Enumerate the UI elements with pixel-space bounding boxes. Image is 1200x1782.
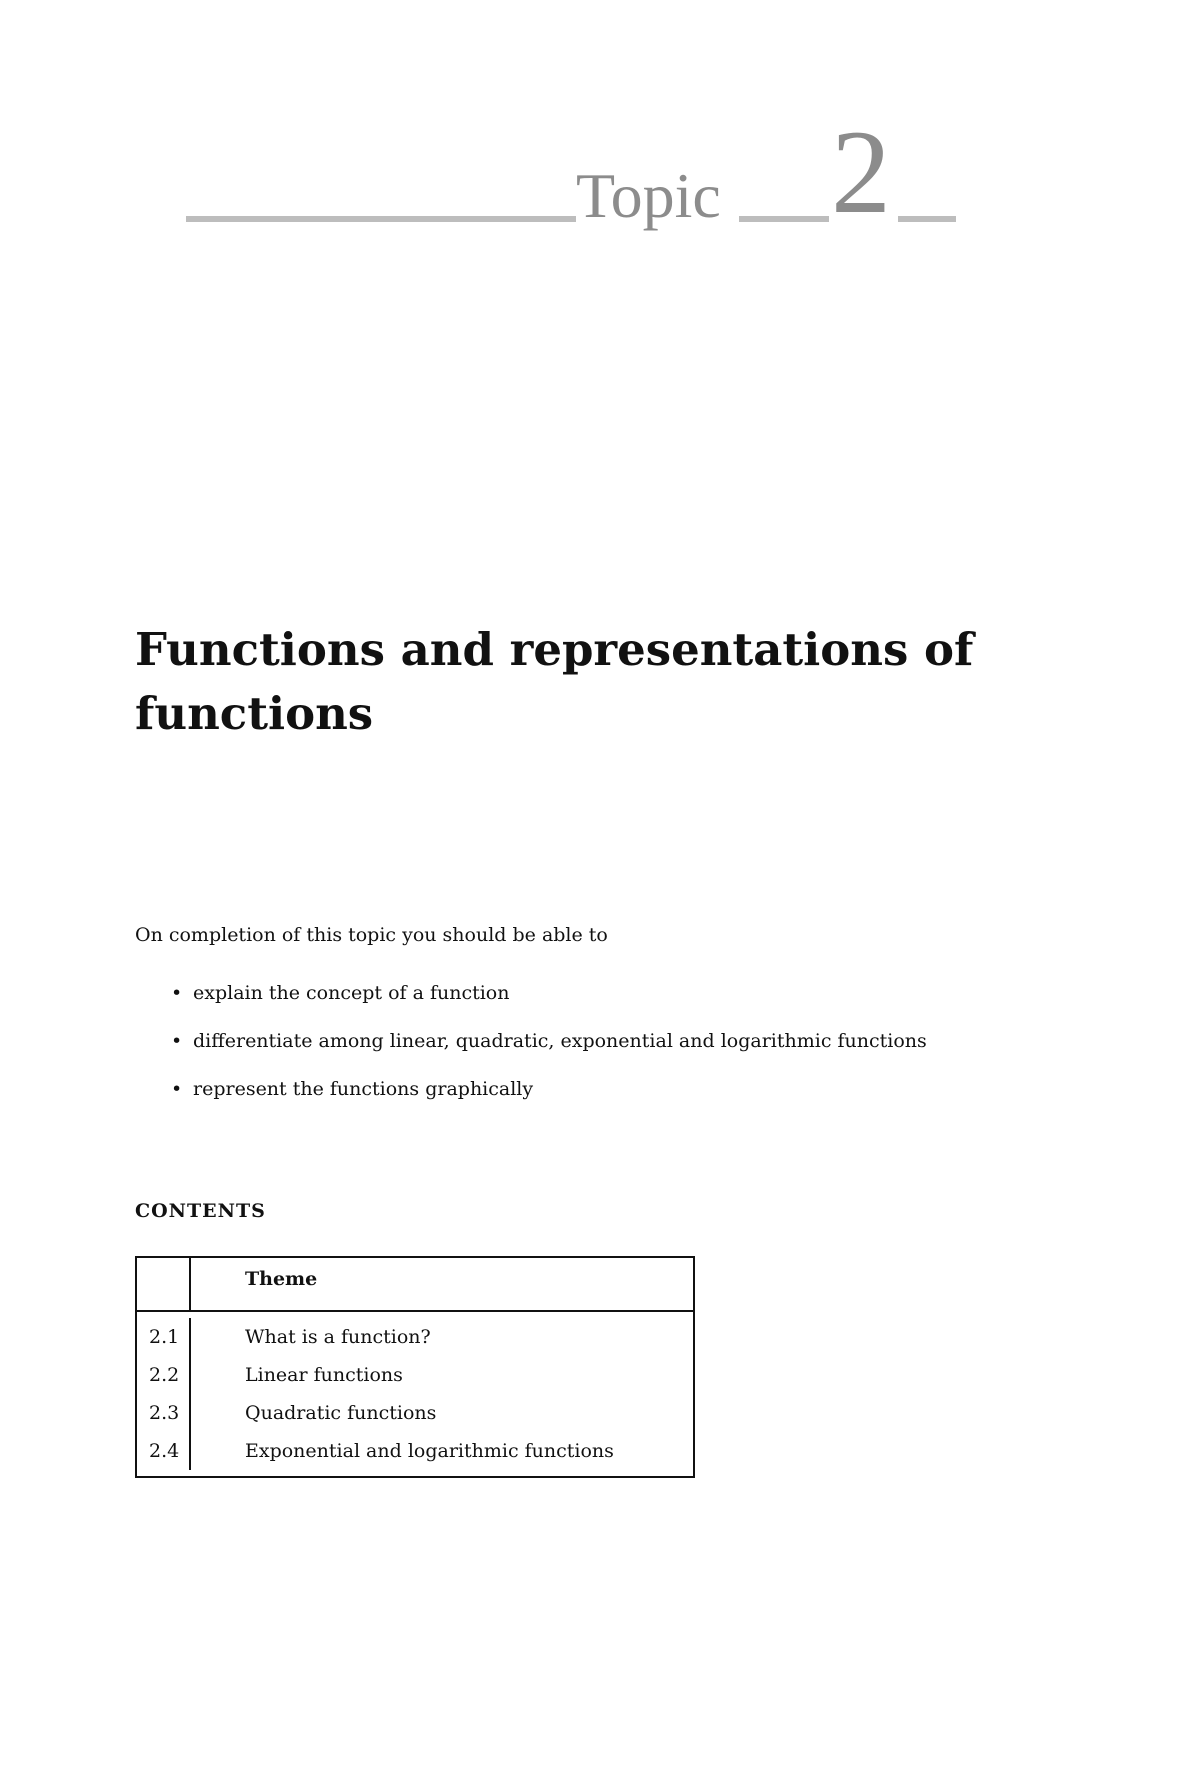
- table-body: [137, 1312, 693, 1476]
- contents-table: [135, 1256, 695, 1478]
- table-row: [137, 1356, 693, 1394]
- list-item: [135, 980, 1085, 1028]
- topic-label: Topic: [576, 160, 721, 231]
- topic-number: 2: [831, 105, 891, 238]
- header-number-cell: [137, 1258, 191, 1310]
- header-rule-right: [898, 216, 956, 222]
- section-theme: Linear functions: [245, 1364, 403, 1386]
- objectives-intro: On completion of this topic you should be able to: [135, 924, 608, 946]
- section-number: 2.1: [137, 1318, 191, 1356]
- bullet-icon: •: [171, 982, 183, 1004]
- contents-heading: CONTENTS: [135, 1200, 266, 1222]
- section-number: 2.3: [137, 1394, 191, 1432]
- topic-header: [186, 105, 956, 238]
- objective-text: explain the concept of a function: [193, 982, 510, 1004]
- objective-text: differentiate among linear, quadratic, exponential and logarithmic functions: [193, 1030, 927, 1052]
- chapter-title: Functions and representations of functions: [135, 623, 974, 740]
- table-row: [137, 1394, 693, 1432]
- bullet-icon: •: [171, 1078, 183, 1100]
- header-theme-cell: Theme: [245, 1268, 318, 1290]
- section-theme: Quadratic functions: [245, 1402, 437, 1424]
- section-number: 2.2: [137, 1356, 191, 1394]
- header-rule-left: [186, 216, 576, 222]
- header-rule-middle: [739, 216, 829, 222]
- list-item: [135, 1028, 1085, 1076]
- objectives-list: [135, 980, 1085, 1124]
- list-item: [135, 1076, 1085, 1124]
- objective-text: represent the functions graphically: [193, 1078, 534, 1100]
- table-header-row: [137, 1258, 693, 1312]
- section-theme: Exponential and logarithmic functions: [245, 1440, 614, 1462]
- bullet-icon: •: [171, 1030, 183, 1052]
- table-row: [137, 1318, 693, 1356]
- table-row: [137, 1432, 693, 1470]
- section-number: 2.4: [137, 1432, 191, 1470]
- section-theme: What is a function?: [245, 1326, 431, 1348]
